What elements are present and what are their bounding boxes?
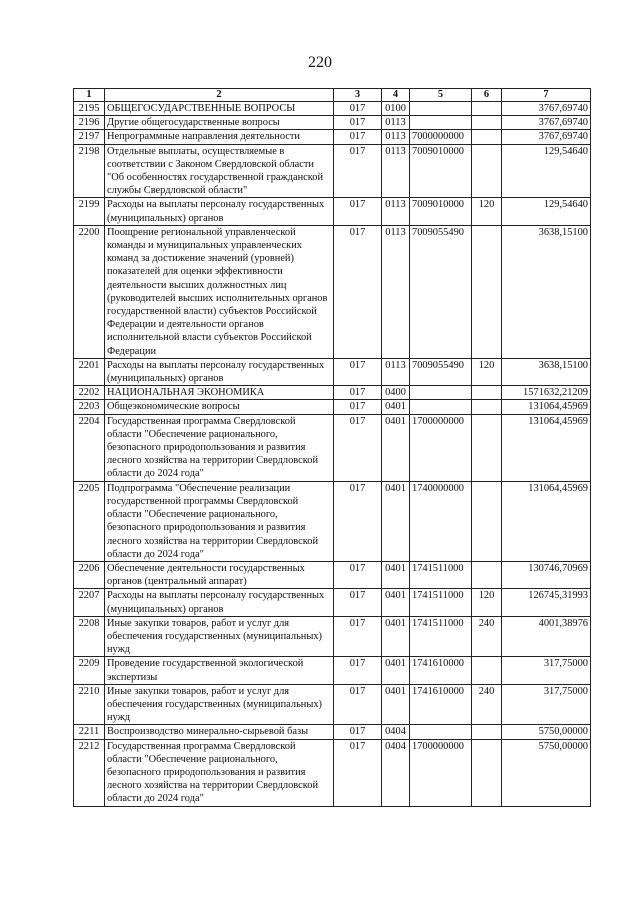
row-number: 2197: [74, 130, 105, 144]
table-header-row: [74, 89, 591, 102]
row-target-code: 1741511000: [410, 616, 472, 657]
row-name: Подпрограмма "Обеспечение реализации государственной программы Свердловской области "Обеспечение рационального, безопасного природопользования и развития лесного хозяйства на территории Свердловской области до 2024 года": [105, 481, 334, 561]
row-dept-code: 017: [334, 657, 382, 684]
row-amount: 126745,31993: [502, 589, 591, 616]
row-name: Другие общегосударственные вопросы: [105, 116, 334, 130]
row-target-code: [410, 386, 472, 400]
table-row: [74, 725, 591, 739]
row-dept-code: 017: [334, 386, 382, 400]
table-body: [74, 102, 591, 807]
column-header: 6: [472, 89, 502, 102]
table-row: [74, 616, 591, 657]
row-name: Иные закупки товаров, работ и услуг для обеспечения государственных (муниципальных) нужд: [105, 684, 334, 725]
row-target-code: 1700000000: [410, 414, 472, 481]
row-section-code: 0401: [382, 589, 410, 616]
table-row: [74, 657, 591, 684]
column-header: 5: [410, 89, 472, 102]
row-target-code: 7009055490: [410, 358, 472, 385]
row-section-code: 0113: [382, 144, 410, 198]
row-target-code: [410, 400, 472, 414]
row-dept-code: 017: [334, 130, 382, 144]
row-name: Воспроизводство минерально-сырьевой базы: [105, 725, 334, 739]
row-expense-type: [472, 657, 502, 684]
row-name: Обеспечение деятельности государственных органов (центральный аппарат): [105, 561, 334, 588]
row-dept-code: 017: [334, 102, 382, 116]
row-expense-type: 240: [472, 684, 502, 725]
row-target-code: [410, 102, 472, 116]
table-row: [74, 684, 591, 725]
row-dept-code: 017: [334, 116, 382, 130]
row-section-code: 0401: [382, 684, 410, 725]
row-amount: 3638,15100: [502, 358, 591, 385]
row-dept-code: 017: [334, 358, 382, 385]
row-amount: 129,54640: [502, 144, 591, 198]
row-dept-code: 017: [334, 144, 382, 198]
row-section-code: 0404: [382, 739, 410, 806]
row-number: 2212: [74, 739, 105, 806]
row-target-code: 1700000000: [410, 739, 472, 806]
row-amount: 130746,70969: [502, 561, 591, 588]
row-dept-code: 017: [334, 739, 382, 806]
row-dept-code: 017: [334, 481, 382, 561]
row-name: ОБЩЕГОСУДАРСТВЕННЫЕ ВОПРОСЫ: [105, 102, 334, 116]
table-row: [74, 561, 591, 588]
row-number: 2205: [74, 481, 105, 561]
row-dept-code: 017: [334, 414, 382, 481]
table-row: [74, 225, 591, 358]
row-section-code: 0113: [382, 116, 410, 130]
row-expense-type: 120: [472, 589, 502, 616]
row-target-code: 7000000000: [410, 130, 472, 144]
row-target-code: [410, 116, 472, 130]
row-expense-type: [472, 225, 502, 358]
row-target-code: [410, 725, 472, 739]
row-name: Государственная программа Свердловской области "Обеспечение рационального, безопасного природопользования и развития лесного хозяйства на территории Свердловской области до 2024 года": [105, 414, 334, 481]
row-number: 2196: [74, 116, 105, 130]
row-number: 2209: [74, 657, 105, 684]
row-section-code: 0401: [382, 414, 410, 481]
row-expense-type: [472, 102, 502, 116]
row-expense-type: [472, 414, 502, 481]
row-amount: 3767,69740: [502, 130, 591, 144]
column-header: 4: [382, 89, 410, 102]
row-expense-type: [472, 386, 502, 400]
table-row: [74, 130, 591, 144]
row-expense-type: [472, 116, 502, 130]
row-number: 2203: [74, 400, 105, 414]
row-dept-code: 017: [334, 225, 382, 358]
table-row: [74, 414, 591, 481]
table-row: [74, 386, 591, 400]
row-expense-type: [472, 725, 502, 739]
row-amount: 5750,00000: [502, 725, 591, 739]
row-number: 2200: [74, 225, 105, 358]
row-dept-code: 017: [334, 616, 382, 657]
row-number: 2201: [74, 358, 105, 385]
row-number: 2202: [74, 386, 105, 400]
table-row: [74, 144, 591, 198]
row-name: Расходы на выплаты персоналу государственных (муниципальных) органов: [105, 358, 334, 385]
row-section-code: 0401: [382, 561, 410, 588]
row-number: 2198: [74, 144, 105, 198]
row-name: Непрограммные направления деятельности: [105, 130, 334, 144]
row-expense-type: [472, 144, 502, 198]
page-number: 220: [308, 54, 332, 71]
row-amount: 3767,69740: [502, 116, 591, 130]
row-number: 2206: [74, 561, 105, 588]
row-section-code: 0401: [382, 481, 410, 561]
table-row: [74, 739, 591, 806]
row-dept-code: 017: [334, 561, 382, 588]
row-number: 2199: [74, 198, 105, 225]
row-expense-type: [472, 561, 502, 588]
column-header: 7: [502, 89, 591, 102]
row-target-code: 1741610000: [410, 657, 472, 684]
row-amount: 4001,38976: [502, 616, 591, 657]
row-name: Государственная программа Свердловской области "Обеспечение рационального, безопасного природопользования и развития лесного хозяйства на территории Свердловской области до 2024 года": [105, 739, 334, 806]
row-target-code: 1741511000: [410, 561, 472, 588]
row-section-code: 0113: [382, 358, 410, 385]
row-name: Общеэкономические вопросы: [105, 400, 334, 414]
table-row: [74, 102, 591, 116]
row-number: 2207: [74, 589, 105, 616]
row-name: Отдельные выплаты, осуществляемые в соответствии с Законом Свердловской области "Об особенностях государственной гражданской службы Свердловской области": [105, 144, 334, 198]
row-number: 2208: [74, 616, 105, 657]
row-amount: 131064,45969: [502, 414, 591, 481]
row-section-code: 0100: [382, 102, 410, 116]
row-number: 2195: [74, 102, 105, 116]
row-amount: 1571632,21209: [502, 386, 591, 400]
row-target-code: 1741610000: [410, 684, 472, 725]
row-dept-code: 017: [334, 725, 382, 739]
row-name: Поощрение региональной управленческой команды и муниципальных управленческих команд за достижение значений (уровней) показателей для оценки эффективности деятельности высших должностных лиц (руководителей высших исполнительных органов государственной власти) субъектов Российской Федерации и деятельности органов исполнительной власти субъектов Российской Федерации: [105, 225, 334, 358]
row-target-code: 1741511000: [410, 589, 472, 616]
row-expense-type: [472, 130, 502, 144]
row-amount: 131064,45969: [502, 481, 591, 561]
row-expense-type: [472, 481, 502, 561]
row-amount: 5750,00000: [502, 739, 591, 806]
row-name: Расходы на выплаты персоналу государственных (муниципальных) органов: [105, 198, 334, 225]
row-name: Иные закупки товаров, работ и услуг для обеспечения государственных (муниципальных) нужд: [105, 616, 334, 657]
row-number: 2211: [74, 725, 105, 739]
row-section-code: 0113: [382, 198, 410, 225]
row-expense-type: 120: [472, 358, 502, 385]
row-section-code: 0113: [382, 130, 410, 144]
row-expense-type: 240: [472, 616, 502, 657]
row-target-code: 7009055490: [410, 225, 472, 358]
table-row: [74, 116, 591, 130]
row-amount: 317,75000: [502, 657, 591, 684]
row-expense-type: 120: [472, 198, 502, 225]
row-name: НАЦИОНАЛЬНАЯ ЭКОНОМИКА: [105, 386, 334, 400]
row-dept-code: 017: [334, 198, 382, 225]
table-row: [74, 589, 591, 616]
row-number: 2204: [74, 414, 105, 481]
row-section-code: 0401: [382, 400, 410, 414]
row-amount: 3767,69740: [502, 102, 591, 116]
row-section-code: 0401: [382, 657, 410, 684]
row-section-code: 0401: [382, 616, 410, 657]
budget-table: [73, 88, 591, 807]
column-header: 2: [105, 89, 334, 102]
row-target-code: 1740000000: [410, 481, 472, 561]
row-section-code: 0400: [382, 386, 410, 400]
row-expense-type: [472, 739, 502, 806]
row-target-code: 7009010000: [410, 144, 472, 198]
row-dept-code: 017: [334, 589, 382, 616]
row-amount: 317,75000: [502, 684, 591, 725]
row-number: 2210: [74, 684, 105, 725]
row-section-code: 0113: [382, 225, 410, 358]
row-section-code: 0404: [382, 725, 410, 739]
row-name: Расходы на выплаты персоналу государственных (муниципальных) органов: [105, 589, 334, 616]
column-header: 1: [74, 89, 105, 102]
row-dept-code: 017: [334, 400, 382, 414]
table-row: [74, 358, 591, 385]
row-amount: 131064,45969: [502, 400, 591, 414]
table-row: [74, 400, 591, 414]
column-header: 3: [334, 89, 382, 102]
row-name: Проведение государственной экологической экспертизы: [105, 657, 334, 684]
row-amount: 3638,15100: [502, 225, 591, 358]
row-expense-type: [472, 400, 502, 414]
table-row: [74, 481, 591, 561]
row-target-code: 7009010000: [410, 198, 472, 225]
table-row: [74, 198, 591, 225]
row-amount: 129,54640: [502, 198, 591, 225]
row-dept-code: 017: [334, 684, 382, 725]
